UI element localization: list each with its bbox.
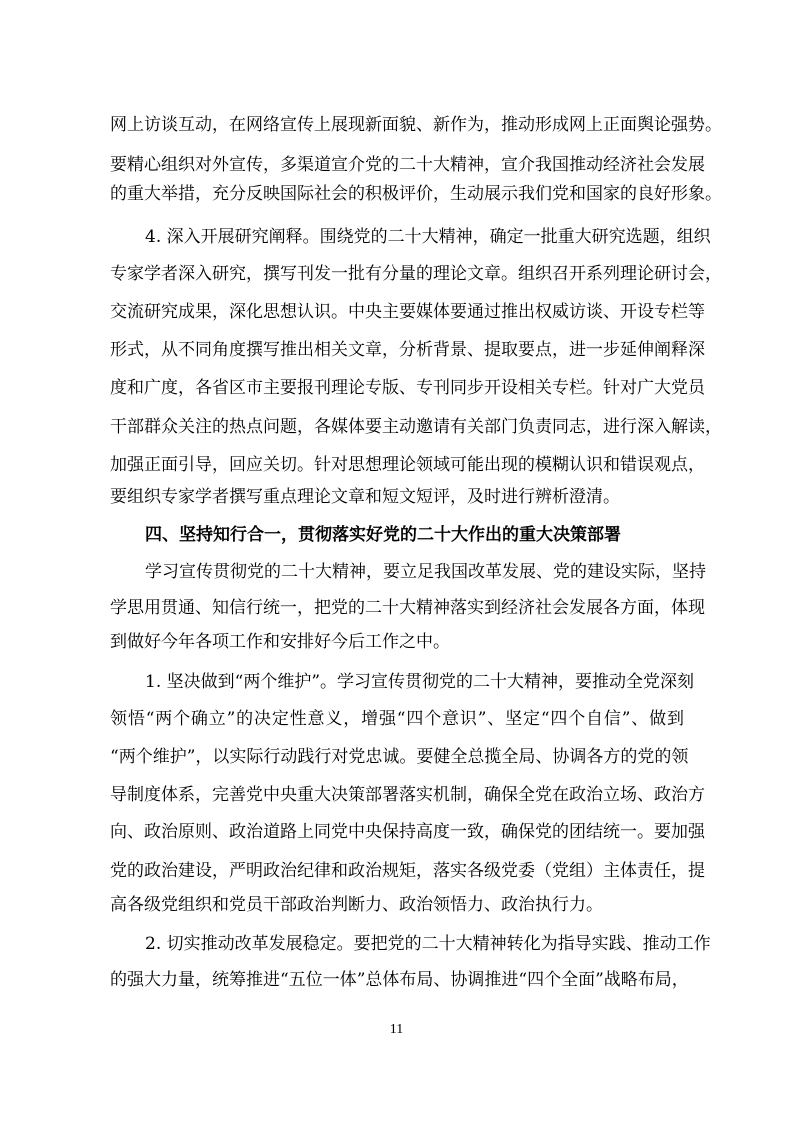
text-line: 向、政治原则、政治道路上同党中央保持高度一致，确保党的团结统一。要加强 xyxy=(110,822,705,842)
text-line: 度和广度，各省区市主要报刊理论专版、专刊同步开设相关专栏。针对广大党员 xyxy=(110,378,705,398)
text-line: 要组织专家学者撰写重点理论文章和短文短评，及时进行辨析澄清。 xyxy=(110,487,620,507)
text-line: 高各级党组织和党员干部政治判断力、政治领悟力、政治执行力。 xyxy=(110,895,603,915)
text-line: 要精心组织对外宣传，多渠道宣介党的二十大精神，宣介我国推动经济社会发展 xyxy=(110,155,705,175)
text-line: 形式，从不同角度撰写推出相关文章，分析背景、提取要点，进一步延伸阐释深 xyxy=(110,340,705,360)
text-line: 学思用贯通、知信行统一，把党的二十大精神落实到经济社会发展各方面，体现 xyxy=(110,598,705,618)
text-line: 导制度体系，完善党中央重大决策部署落实机制，确保全党在政治立场、政治方 xyxy=(110,785,705,805)
text-line: 4. 深入开展研究阐释。围绕党的二十大精神，确定一批重大研究选题，组织 xyxy=(145,227,711,247)
text-line: 专家学者深入研究，撰写刊发一批有分量的理论文章。组织召开系列理论研讨会， xyxy=(110,264,722,284)
text-line: 的强大力量，统筹推进“五位一体”总体布局、协调推进“四个全面”战略布局， xyxy=(110,970,689,990)
text-line: 加强正面引导，回应关切。针对思想理论领域可能出现的模糊认识和错误观点， xyxy=(110,455,705,475)
text-line: 网上访谈互动，在网络宣传上展现新面貌、新作为，推动形成网上正面舆论强势。 xyxy=(110,115,722,135)
text-line: 领悟“两个确立”的决定性意义，增强“四个意识”、坚定“四个自信”、做到 xyxy=(110,709,684,729)
page-number: 11 xyxy=(389,1022,404,1037)
text-line: 交流研究成果，深化思想认识。中央主要媒体要通过推出权威访谈、开设专栏等 xyxy=(110,302,705,322)
text-line: “两个维护”，以实际行动践行对党忠诚。要健全总揽全局、协调各方的党的领 xyxy=(110,747,689,767)
text-line: 学习宣传贯彻党的二十大精神，要立足我国改革发展、党的建设实际，坚持 xyxy=(145,562,706,582)
text-line: 2. 切实推动改革发展稳定。要把党的二十大精神转化为指导实践、推动工作 xyxy=(145,934,711,954)
text-line: 干部群众关注的热点问题，各媒体要主动邀请有关部门负责同志，进行深入解读， xyxy=(110,417,722,437)
text-line: 党的政治建设，严明政治纪律和政治规矩，落实各级党委（党组）主体责任，提 xyxy=(110,861,705,881)
section-heading: 四、坚持知行合一，贯彻落实好党的二十大作出的重大决策部署 xyxy=(145,525,621,545)
text-line: 的重大举措，充分反映国际社会的积极评价，生动展示我们党和国家的良好形象。 xyxy=(110,184,722,204)
text-line: 到做好今年各项工作和安排好今后工作之中。 xyxy=(110,632,450,652)
text-line: 1. 坚决做到“两个维护”。学习宣传贯彻党的二十大精神，要推动全党深刻 xyxy=(145,672,695,692)
